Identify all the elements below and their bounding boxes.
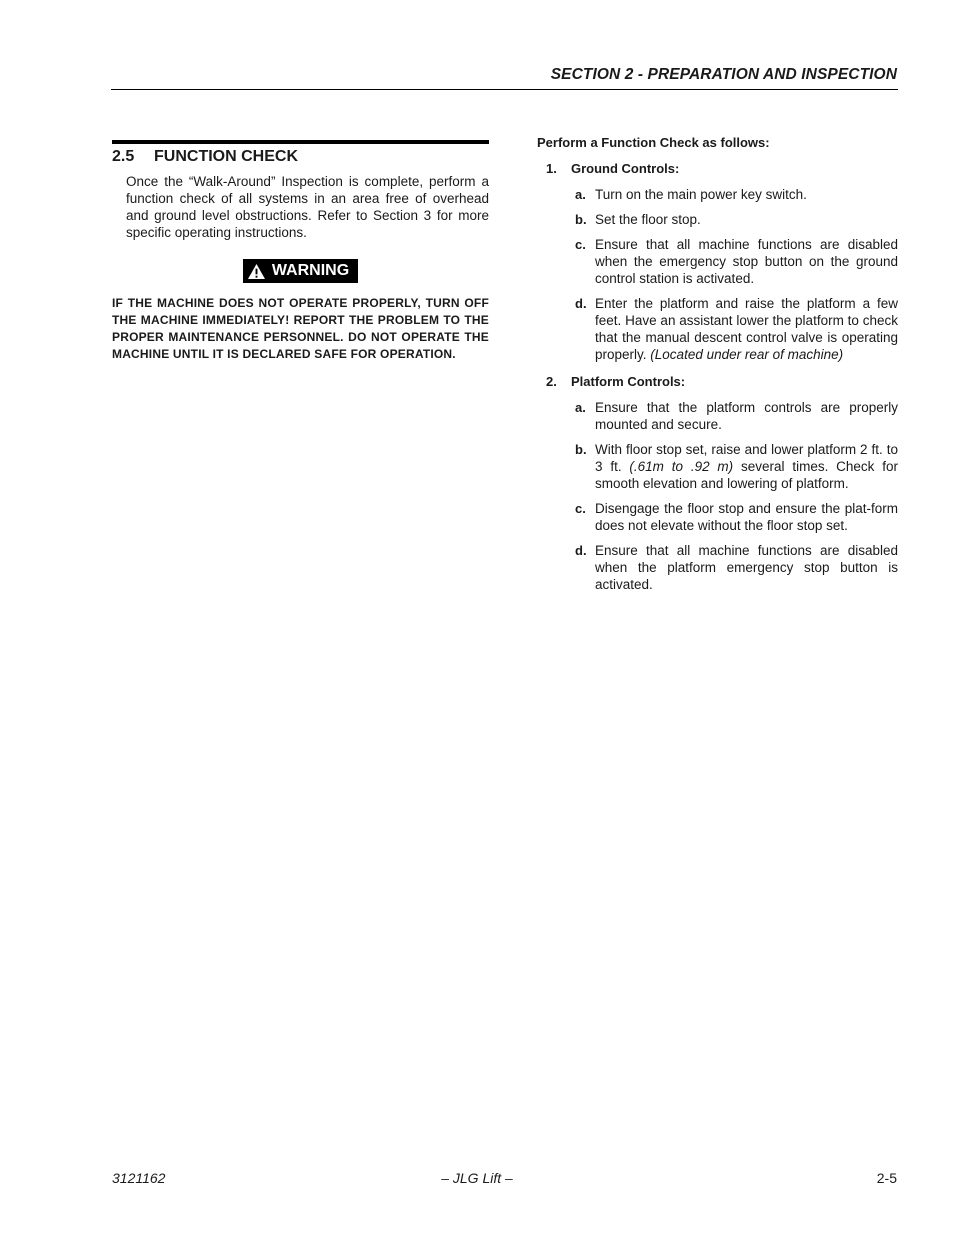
item-letter: d.	[575, 543, 587, 558]
list-item	[575, 211, 898, 228]
platform-controls-heading	[546, 373, 898, 390]
item-text: Ensure that all machine functions are disabled when the platform emergency stop button is activated.	[595, 543, 898, 592]
list-item	[575, 500, 898, 534]
item-letter: d.	[575, 296, 587, 311]
list-title: Ground Controls:	[571, 161, 680, 176]
item-text: Set the floor stop.	[595, 212, 701, 227]
footer-publisher: – JLG Lift –	[441, 1170, 513, 1186]
section-title: FUNCTION CHECK	[154, 148, 298, 165]
list-item	[575, 441, 898, 492]
item-text: several times. Check for smooth elevation and lowering of platform.	[595, 459, 899, 491]
item-text: Turn on the main power key switch.	[595, 187, 807, 202]
item-text: Disengage the floor stop and ensure the plat-form does not elevate without the floor stop set.	[595, 501, 898, 533]
section-number: 2.5	[112, 148, 135, 165]
list-item	[575, 186, 898, 203]
list-number: 2.	[546, 374, 557, 389]
item-text: Ensure that all machine functions are disabled when the emergency stop button on the ground control station is activated.	[595, 237, 898, 286]
warning-label	[243, 259, 358, 283]
page-header-title: SECTION 2 - PREPARATION AND INSPECTION	[550, 66, 897, 83]
item-letter: a.	[575, 400, 586, 415]
procedure-lead: Perform a Function Check as follows:	[537, 135, 770, 150]
item-note: (Located under rear of machine)	[650, 347, 844, 362]
header-rule	[111, 89, 898, 90]
item-text: Ensure that the platform controls are properly mounted and secure.	[595, 400, 898, 432]
item-letter: c.	[575, 237, 586, 252]
list-number: 1.	[546, 161, 557, 176]
ground-controls-heading	[546, 160, 898, 177]
list-item	[575, 236, 898, 287]
item-letter: b.	[575, 442, 587, 457]
section-heading	[112, 148, 489, 166]
right-column	[537, 134, 898, 601]
warning-label-text: WARNING	[271, 262, 350, 279]
item-letter: c.	[575, 501, 586, 516]
item-text-group	[595, 295, 898, 363]
footer-doc-number: 3121162	[112, 1170, 166, 1186]
item-letter: b.	[575, 212, 587, 227]
item-text: Enter the platform and raise the platform a few feet. Have an assistant lower the platform to check that the manual descent control valve is operating properly.	[595, 296, 898, 362]
item-text: With floor stop set, raise and lower platform 2 ft. to 3 ft.	[595, 442, 898, 474]
warning-text: IF THE MACHINE DOES NOT OPERATE PROPERLY, TURN OFF THE MACHINE IMMEDIATELY! REPORT THE PROBLEM TO THE PROPER MAINTENANCE PERSONNEL. DO NOT OPERATE THE MACHINE UNTIL IT IS DECLARED SAFE FOR OPERATION.	[112, 295, 489, 361]
warning-triangle-icon	[247, 263, 266, 280]
item-letter: a.	[575, 187, 586, 202]
item-metric: (.61m to .92 m)	[629, 459, 734, 474]
section-intro: Once the “Walk-Around” Inspection is complete, perform a function check of all systems in an area free of overhead and ground level obstructions. Refer to Section 3 for more specific operating instructions.	[126, 174, 489, 240]
footer-page-number: 2-5	[876, 1170, 897, 1186]
left-column	[112, 140, 489, 363]
warning-block	[112, 259, 489, 285]
list-item	[575, 295, 898, 363]
section-rule	[112, 140, 489, 144]
item-text-group	[595, 441, 898, 492]
list-item	[575, 542, 898, 593]
list-item	[575, 399, 898, 433]
list-title: Platform Controls:	[571, 374, 686, 389]
